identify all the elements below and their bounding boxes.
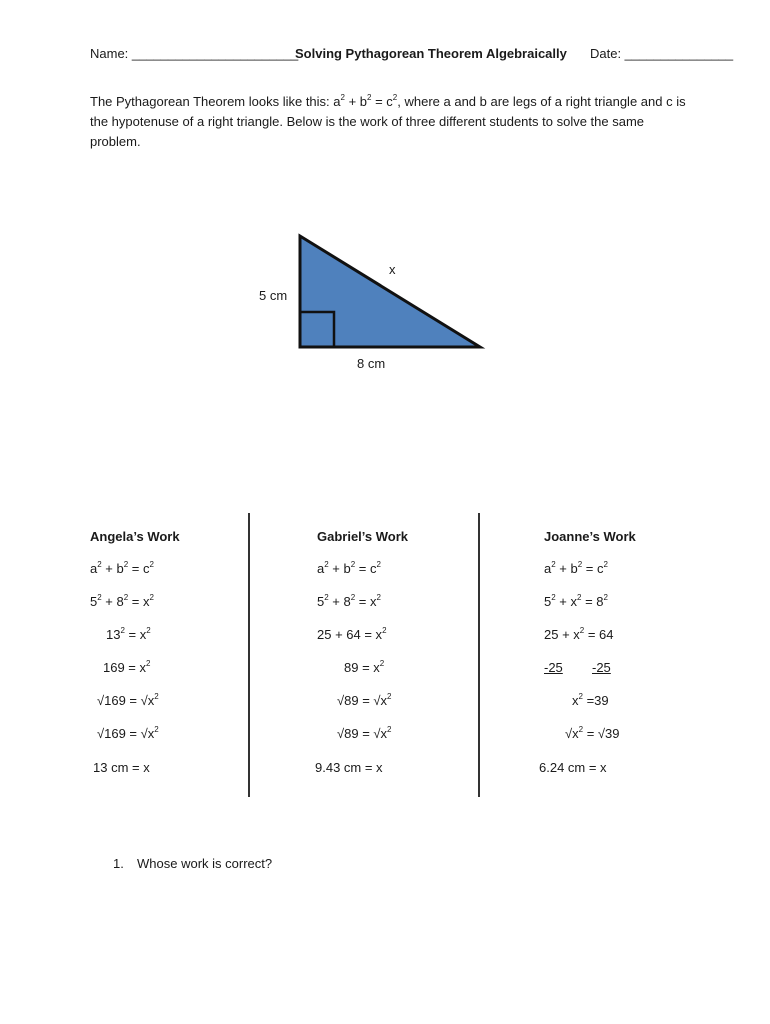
work-line: $169 = x^2$	[103, 659, 151, 675]
right-triangle-figure	[250, 220, 510, 390]
gabriel-work-column	[315, 527, 409, 775]
intro-text: = c	[371, 94, 393, 109]
work-line: $x^2 =39$	[572, 692, 609, 708]
work-line: -25	[592, 660, 611, 675]
column-heading: Angela’s Work	[90, 529, 180, 544]
horizontal-side-label: 8 cm	[357, 356, 386, 371]
work-line: 9.43 cm = x	[315, 760, 383, 775]
work-line: $89 = x^2$	[344, 659, 385, 675]
work-line: $√89 = √x^2$	[337, 725, 392, 741]
work-line: $5^2 + 8^2 = x^2$	[317, 593, 381, 609]
work-line: -25	[544, 660, 563, 675]
work-line: 6.24 cm = x	[539, 760, 607, 775]
column-divider	[248, 513, 250, 797]
angela-work-column	[90, 527, 180, 775]
work-line: $√169 = √x^2$	[97, 692, 159, 708]
work-line: $a^2 + b^2 = c^2$	[317, 560, 381, 576]
work-line: $13^2 = x^2$	[106, 626, 151, 642]
intro-text: , where a and b are legs of a right triangle and c is the hypotenuse of a right triangle. Below is the work of three different students to solve the same problem.	[90, 94, 686, 149]
work-line: 13 cm = x	[93, 760, 150, 775]
work-line: $a^2 + b^2 = c^2$	[90, 560, 154, 576]
column-heading: Joanne’s Work	[544, 529, 636, 544]
vertical-side-label: 5 cm	[259, 288, 288, 303]
work-line: $a^2 + b^2 = c^2$	[544, 560, 608, 576]
intro-text: + b	[344, 94, 368, 109]
work-line: $√89 = √x^2$	[337, 692, 392, 708]
triangle-shape	[300, 236, 480, 347]
intro-paragraph	[90, 92, 690, 152]
work-line: $5^2 + 8^2 = x^2$	[90, 593, 154, 609]
work-line: $√x^2 = √39$	[565, 725, 620, 741]
work-line: $√169 = √x^2$	[97, 725, 159, 741]
joanne-work-column	[539, 527, 636, 775]
date-field-label: Date: _______________	[590, 46, 734, 61]
hypotenuse-label: x	[389, 262, 396, 277]
work-line: $25 + x^2 = 64$	[544, 626, 614, 642]
work-line: $25 + 64 = x^2$	[317, 626, 387, 642]
column-heading: Gabriel’s Work	[317, 529, 409, 544]
exponent: 2	[392, 93, 398, 102]
name-field-label: Name: _______________________	[90, 46, 299, 61]
intro-text: The Pythagorean Theorem looks like this: a	[90, 94, 341, 109]
column-divider	[478, 513, 480, 797]
question-number: 1.	[113, 856, 124, 871]
exponent: 2	[340, 93, 345, 102]
exponent: 2	[367, 93, 372, 102]
work-line: $5^2 + x^2 = 8^2$	[544, 593, 608, 609]
question-text: Whose work is correct?	[137, 856, 273, 871]
worksheet-title: Solving Pythagorean Theorem Algebraically	[295, 46, 567, 61]
question-1	[113, 856, 272, 871]
